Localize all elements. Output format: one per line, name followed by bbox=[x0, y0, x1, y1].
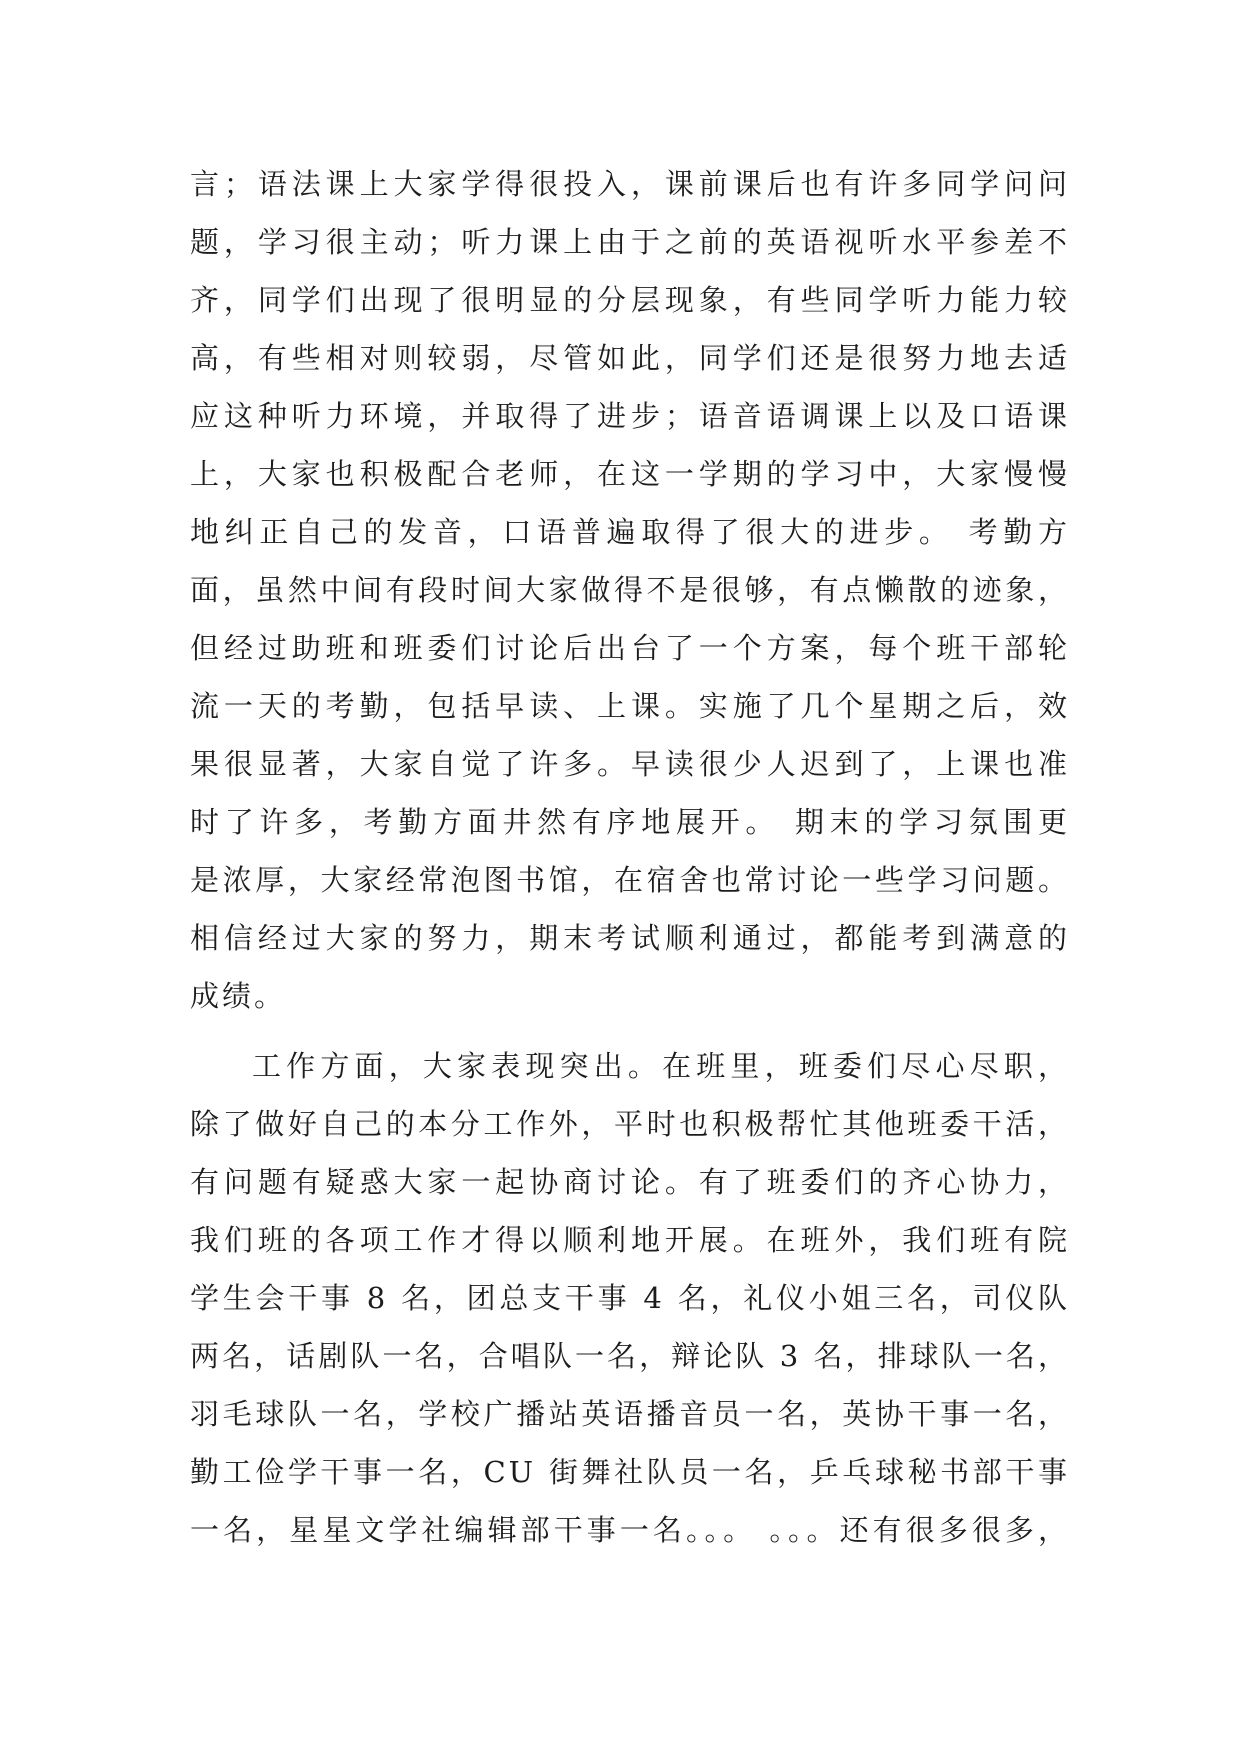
text-line: 有问题有疑惑大家一起协商讨论。有了班委们的齐心协力， bbox=[190, 1165, 1070, 1199]
text-line: 高，有些相对则较弱，尽管如此，同学们还是很努力地去适 bbox=[190, 341, 1070, 375]
text-line: 相信经过大家的努力，期末考试顺利通过，都能考到满意的 bbox=[190, 921, 1070, 955]
text-line: 题，学习很主动；听力课上由于之前的英语视听水平参差不 bbox=[190, 225, 1070, 259]
text-line: 果很显著，大家自觉了许多。早读很少人迟到了，上课也准 bbox=[190, 747, 1070, 781]
text-line: 齐，同学们出现了很明显的分层现象，有些同学听力能力较 bbox=[190, 283, 1070, 317]
text-line: 勤工俭学干事一名，CU 街舞社队员一名，乒乓球秘书部干事 bbox=[190, 1455, 1070, 1489]
text-line: 除了做好自己的本分工作外，平时也积极帮忙其他班委干活， bbox=[190, 1107, 1070, 1141]
text-line: 流一天的考勤，包括早读、上课。实施了几个星期之后，效 bbox=[190, 689, 1070, 723]
text-line: 学生会干事 8 名，团总支干事 4 名，礼仪小姐三名，司仪队 bbox=[190, 1281, 1070, 1315]
text-line: 时了许多，考勤方面井然有序地展开。 期末的学习氛围更 bbox=[190, 805, 1070, 839]
text-line: 面，虽然中间有段时间大家做得不是很够，有点懒散的迹象， bbox=[190, 573, 1070, 607]
text-line: 言；语法课上大家学得很投入，课前课后也有许多同学问问 bbox=[190, 167, 1070, 201]
text-line: 上，大家也积极配合老师，在这一学期的学习中，大家慢慢 bbox=[190, 457, 1070, 491]
text-line: 两名，话剧队一名，合唱队一名，辩论队 3 名，排球队一名， bbox=[190, 1339, 1070, 1373]
text-line: 成绩。 bbox=[190, 979, 287, 1013]
text-line: 应这种听力环境，并取得了进步；语音语调课上以及口语课 bbox=[190, 399, 1070, 433]
document-body bbox=[190, 155, 1070, 1559]
text-line: 地纠正自己的发音，口语普遍取得了很大的进步。 考勤方 bbox=[190, 515, 1070, 549]
text-line: 但经过助班和班委们讨论后出台了一个方案，每个班干部轮 bbox=[190, 631, 1070, 665]
text-line: 一名，星星文学社编辑部干事一名。。。 。。。还有很多很多， bbox=[190, 1513, 1070, 1547]
text-line-indented: 工作方面，大家表现突出。在班里，班委们尽心尽职， bbox=[252, 1049, 1070, 1083]
text-line: 是浓厚，大家经常泡图书馆，在宿舍也常讨论一些学习问题。 bbox=[190, 863, 1070, 897]
paragraph-2 bbox=[190, 1037, 1070, 1559]
paragraph-1 bbox=[190, 155, 1070, 1025]
text-line: 羽毛球队一名，学校广播站英语播音员一名，英协干事一名， bbox=[190, 1397, 1070, 1431]
text-line: 我们班的各项工作才得以顺利地开展。在班外，我们班有院 bbox=[190, 1223, 1070, 1257]
paragraph-spacer bbox=[190, 1025, 1070, 1037]
